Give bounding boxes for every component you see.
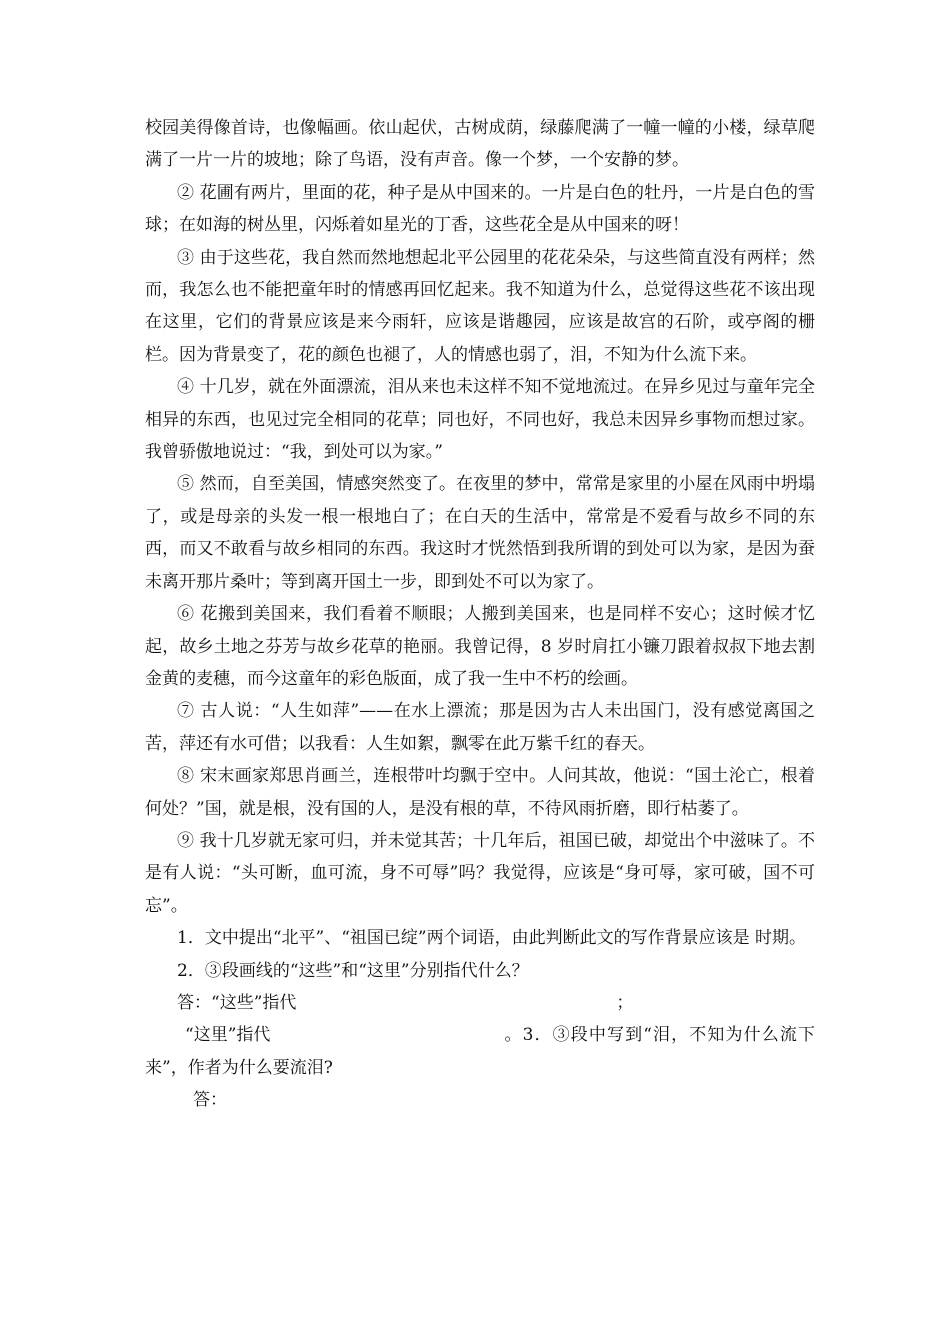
- passage-paragraph-7: ⑦ 古人说：“人生如萍”——在水上漂流；那是因为古人未出国门，没有感觉离国之苦，萍还有水可借；以我看：人生如絮，飘零在此万紫千红的春天。: [145, 701, 815, 754]
- answer-2-here-label: “这里”指代: [185, 1025, 271, 1046]
- passage-paragraph-8: ⑧ 宋末画家郑思肖画兰，连根带叶均飘于空中。人问其故，他说：“国土沦亡，根着何处？”国，就是根，没有国的人，是没有根的草，不待风雨折磨，即行枯萎了。: [145, 766, 815, 819]
- question-2: 2．③段画线的“这些”和“这里”分别指代什么？: [177, 960, 529, 981]
- passage-paragraph-1: 校园美得像首诗，也像幅画。依山起伏，古树成荫，绿藤爬满了一幢一幢的小楼，绿草爬满了一片一片的坡地；除了鸟语，没有声音。像一个梦，一个安静的梦。: [145, 118, 815, 171]
- question-1: 1．文中提出“北平”、“祖国已绽”两个词语，由此判断此文的写作背景应该是 时期。: [177, 928, 806, 949]
- passage-paragraph-5: ⑤ 然而，自至美国，情感突然变了。在夜里的梦中，常常是家里的小屋在风雨中坍塌了，或是母亲的头发一根一根地白了；在白天的生活中，常常是不爱看与故乡不同的东西，而又不敢看与故乡相同的东西。我这时才恍然悟到我所谓的到处可以为家，是因为蚕未离开那片桑叶；等到离开国土一步，即到处不可以为家了。: [145, 474, 815, 592]
- answer-3: [145, 1084, 815, 1116]
- passage-paragraph-6: ⑥ 花搬到美国来，我们看着不顺眼；人搬到美国来，也是同样不安心；这时候才忆起，故乡土地之芬芳与故乡花草的艳丽。我曾记得，8 岁时肩扛小镰刀跟着叔叔下地去割金黄的麦穗，而今这童年的彩色版面，成了我一生中不朽的绘画。: [145, 604, 815, 689]
- answer-2-line-2: [145, 1019, 815, 1084]
- answer-2-here-end-and-question-3: 。3．③段中写到“泪，不知为什么流下来”，作者为什么要流泪?: [145, 1025, 815, 1078]
- answer-2-line-1: [145, 987, 815, 1019]
- document-body: [145, 112, 815, 1117]
- answer-2-this-end: ；: [616, 992, 634, 1013]
- answer-2-this-label: 答：“这些”指代: [177, 992, 297, 1013]
- passage-paragraph-9: ⑨ 我十几岁就无家可归，并未觉其苦；十几年后，祖国已破，却觉出个中滋味了。不是有人说：“头可断，血可流，身不可辱”吗？我觉得，应该是“身可辱，家可破，国不可忘”。: [145, 830, 815, 916]
- passage-paragraph-2: ② 花圃有两片，里面的花，种子是从中国来的。一片是白色的牡丹，一片是白色的雪球；在如海的树丛里，闪烁着如星光的丁香，这些花全是从中国来的呀！: [145, 182, 815, 236]
- passage-paragraph-3: ③ 由于这些花，我自然而然地想起北平公园里的花花朵朵，与这些简直没有两样；然而，我怎么也不能把童年时的情感再回忆起来。我不知道为什么，总觉得这些花不该出现在这里，它们的背景应该是来今雨轩，应该是谐趣园，应该是故宫的石阶，或亭阁的栅栏。因为背景变了，花的颜色也褪了，人的情感也弱了，泪，不知为什么流下来。: [145, 247, 815, 365]
- passage-paragraph-4: ④ 十几岁，就在外面漂流，泪从来也未这样不知不觉地流过。在异乡见过与童年完全相异的东西，也见过完全相同的花草；同也好，不同也好，我总未因异乡事物而想过家。我曾骄傲地说过：“我，到处可以为家。”: [145, 377, 815, 463]
- answer-3-label: 答：: [193, 1090, 227, 1111]
